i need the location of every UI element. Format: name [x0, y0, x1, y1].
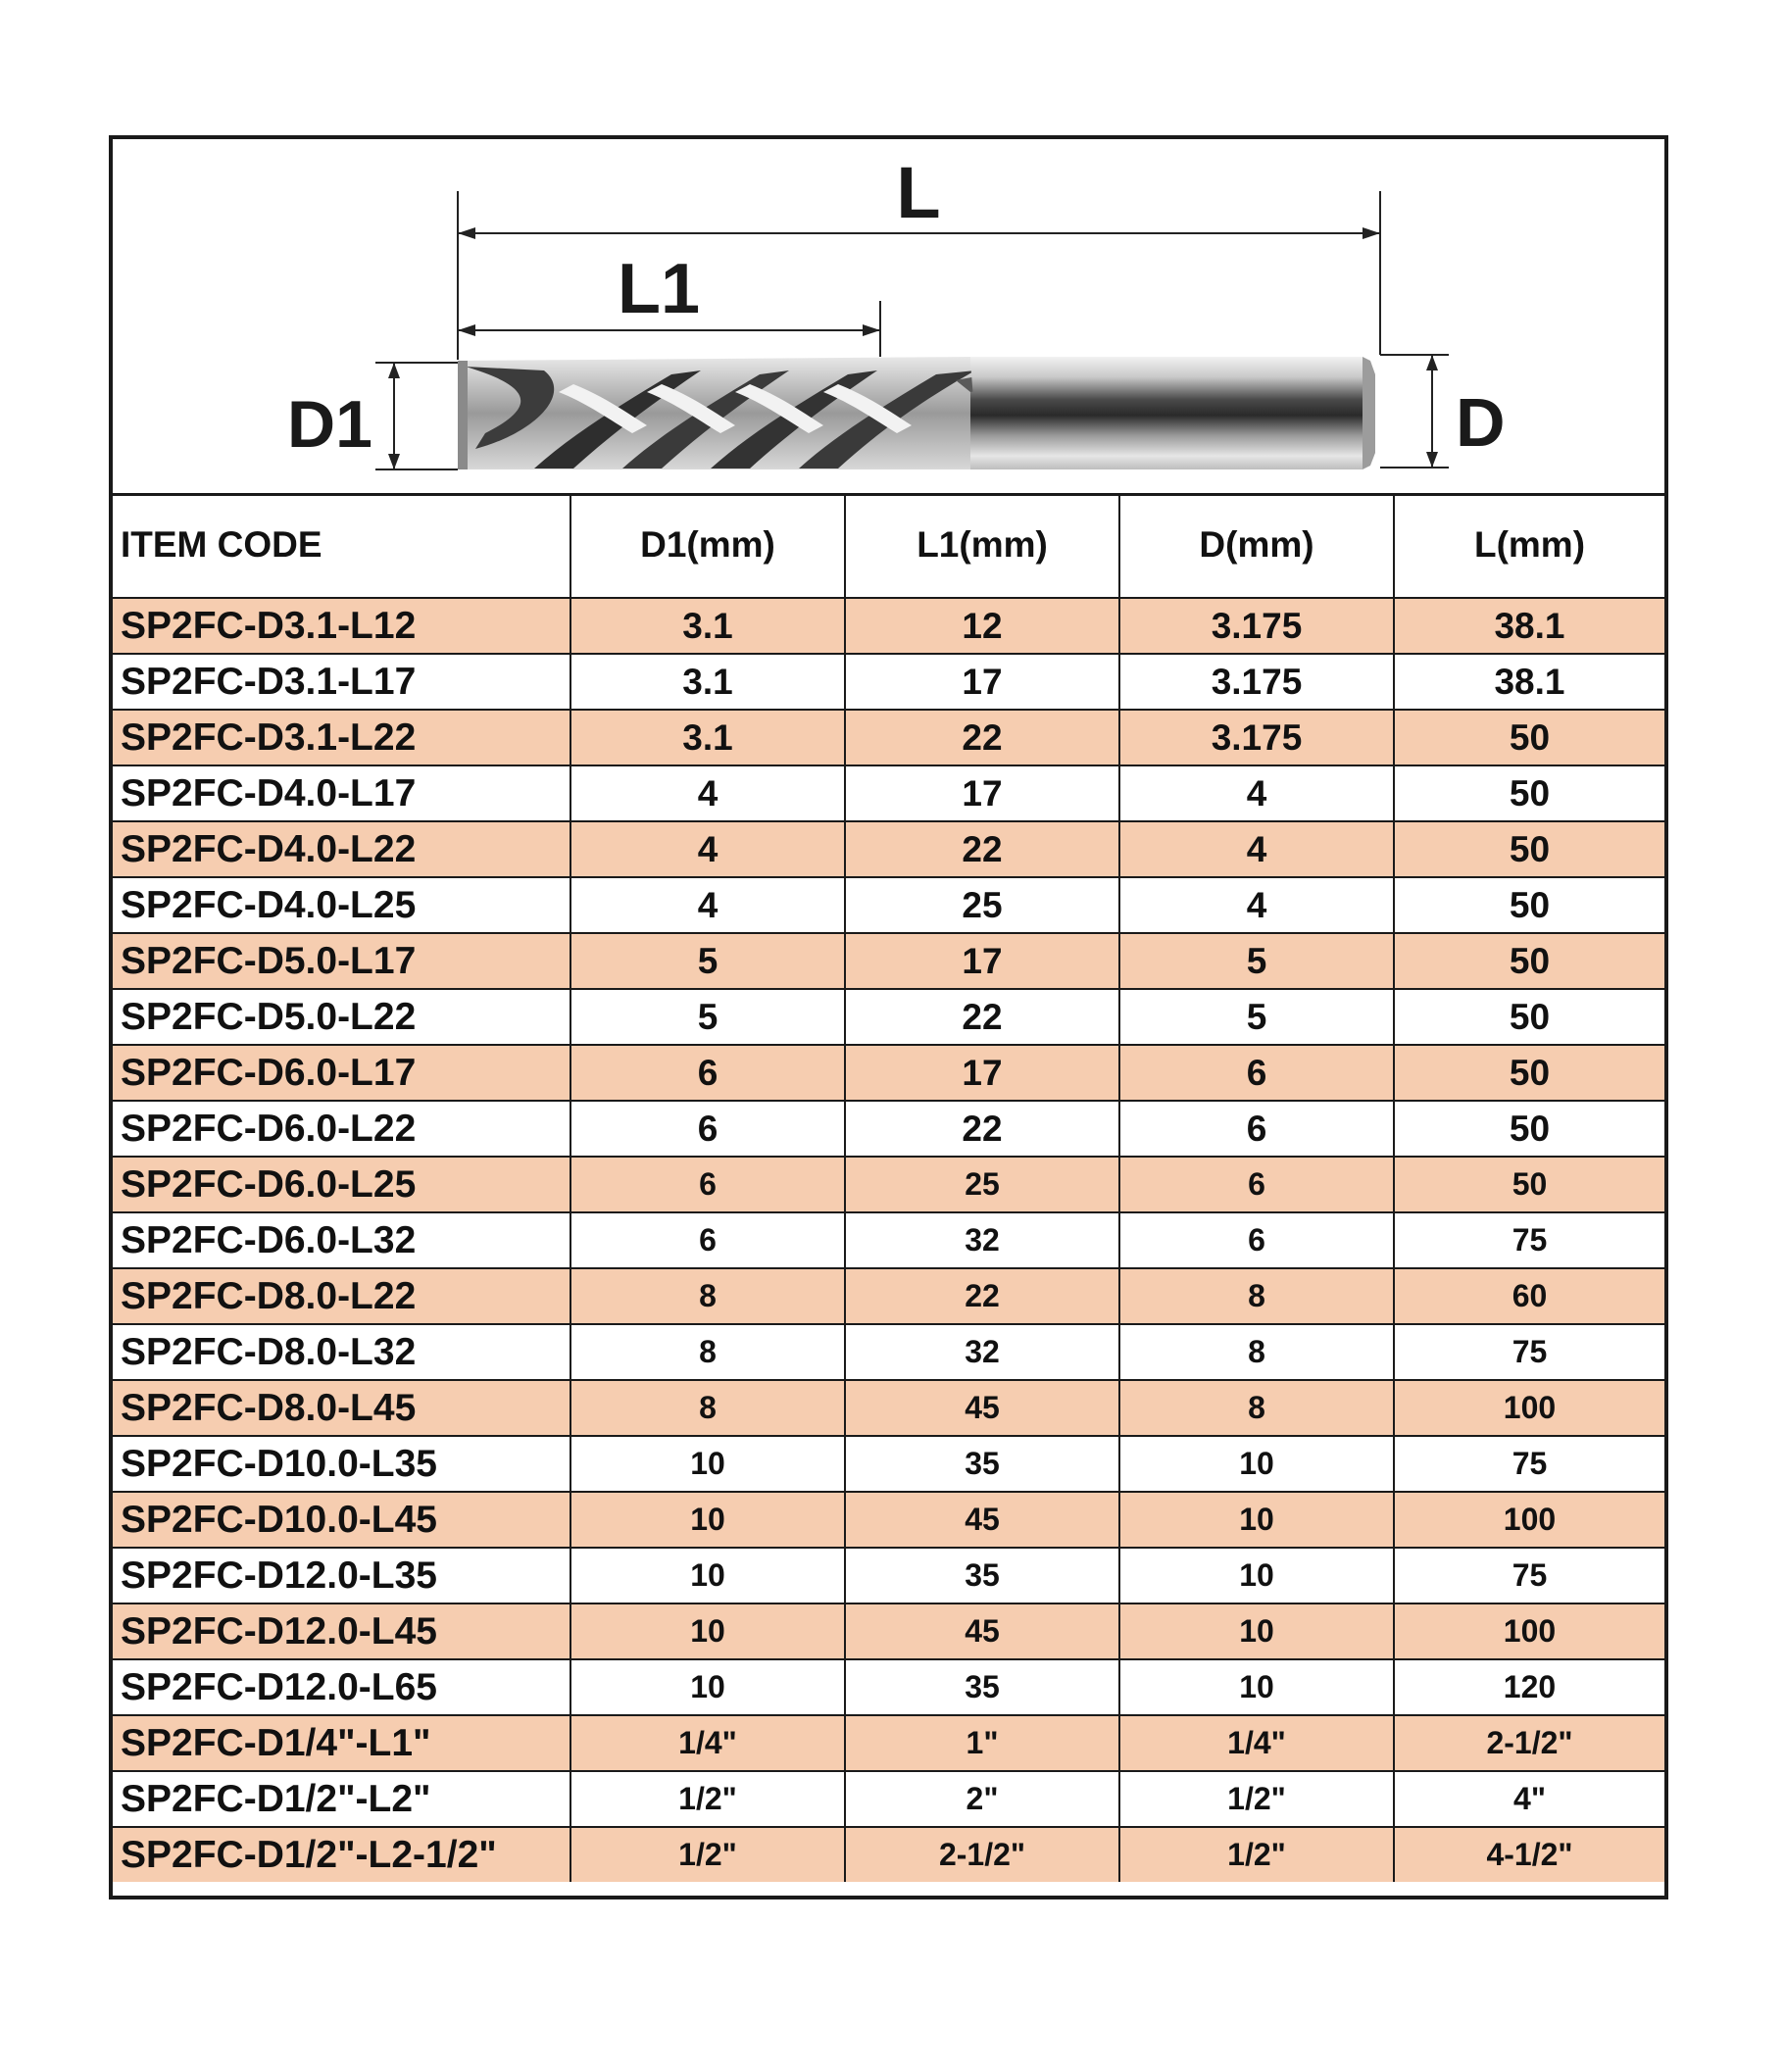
l1-cell: 32 — [845, 1212, 1119, 1268]
d-cell: 4 — [1119, 765, 1394, 821]
item-code-cell: SP2FC-D5.0-L17 — [113, 933, 570, 989]
l-cell: 50 — [1394, 821, 1664, 877]
l-cell: 2-1/2" — [1394, 1715, 1664, 1771]
end-mill-tool — [458, 357, 1375, 469]
d-cell: 3.175 — [1119, 654, 1394, 710]
l-cell: 50 — [1394, 1045, 1664, 1101]
d1-cell: 6 — [570, 1157, 845, 1212]
diameter-D-dimension — [1380, 355, 1506, 468]
l-cell: 75 — [1394, 1436, 1664, 1492]
item-code-cell: SP2FC-D10.0-L35 — [113, 1436, 570, 1492]
l1-cell: 17 — [845, 654, 1119, 710]
d1-cell: 10 — [570, 1548, 845, 1603]
table-row — [113, 877, 1664, 933]
table-row — [113, 1045, 1664, 1101]
item-code-cell: SP2FC-D4.0-L25 — [113, 877, 570, 933]
item-code-cell: SP2FC-D6.0-L32 — [113, 1212, 570, 1268]
l1-cell: 35 — [845, 1436, 1119, 1492]
l-cell: 50 — [1394, 989, 1664, 1045]
l-cell: 38.1 — [1394, 654, 1664, 710]
d1-cell: 3.1 — [570, 710, 845, 765]
d1-cell: 8 — [570, 1380, 845, 1436]
table-row — [113, 654, 1664, 710]
item-code-cell: SP2FC-D3.1-L22 — [113, 710, 570, 765]
d-cell: 5 — [1119, 989, 1394, 1045]
item-code-cell: SP2FC-D8.0-L32 — [113, 1324, 570, 1380]
table-row — [113, 1771, 1664, 1827]
l1-cell: 25 — [845, 1157, 1119, 1212]
d1-cell: 1/2" — [570, 1771, 845, 1827]
table-row — [113, 1324, 1664, 1380]
item-code-cell: SP2FC-D6.0-L25 — [113, 1157, 570, 1212]
l-cell: 75 — [1394, 1212, 1664, 1268]
table-row — [113, 1380, 1664, 1436]
l1-cell: 32 — [845, 1324, 1119, 1380]
d1-cell: 3.1 — [570, 598, 845, 654]
l1-cell: 17 — [845, 933, 1119, 989]
item-code-cell: SP2FC-D5.0-L22 — [113, 989, 570, 1045]
item-code-cell: SP2FC-D4.0-L22 — [113, 821, 570, 877]
d1-cell: 10 — [570, 1436, 845, 1492]
table-row — [113, 1436, 1664, 1492]
d1-cell: 10 — [570, 1659, 845, 1715]
item-code-cell: SP2FC-D3.1-L17 — [113, 654, 570, 710]
d1-cell: 3.1 — [570, 654, 845, 710]
l-cell: 50 — [1394, 1101, 1664, 1157]
tool-dimension-diagram — [113, 139, 1664, 496]
l1-cell: 22 — [845, 1101, 1119, 1157]
d-cell: 10 — [1119, 1659, 1394, 1715]
label-L: L — [896, 152, 941, 233]
item-code-cell: SP2FC-D8.0-L22 — [113, 1268, 570, 1324]
d-cell: 10 — [1119, 1603, 1394, 1659]
l-cell: 50 — [1394, 710, 1664, 765]
header-d1: D1(mm) — [570, 493, 845, 598]
d1-cell: 1/2" — [570, 1827, 845, 1882]
table-row — [113, 1827, 1664, 1882]
header-l1: L1(mm) — [845, 493, 1119, 598]
d-cell: 1/2" — [1119, 1771, 1394, 1827]
d1-cell: 4 — [570, 877, 845, 933]
item-code-cell: SP2FC-D4.0-L17 — [113, 765, 570, 821]
d1-cell: 5 — [570, 933, 845, 989]
table-row — [113, 1268, 1664, 1324]
l1-cell: 17 — [845, 765, 1119, 821]
d-cell: 1/4" — [1119, 1715, 1394, 1771]
l1-cell: 22 — [845, 821, 1119, 877]
l1-cell: 2-1/2" — [845, 1827, 1119, 1882]
l1-cell: 22 — [845, 1268, 1119, 1324]
l1-cell: 25 — [845, 877, 1119, 933]
d1-cell: 10 — [570, 1492, 845, 1548]
item-code-cell: SP2FC-D3.1-L12 — [113, 598, 570, 654]
l-cell: 50 — [1394, 1157, 1664, 1212]
d1-cell: 5 — [570, 989, 845, 1045]
l-cell: 50 — [1394, 765, 1664, 821]
item-code-cell: SP2FC-D12.0-L45 — [113, 1603, 570, 1659]
table-row — [113, 989, 1664, 1045]
l1-cell: 17 — [845, 1045, 1119, 1101]
table-row — [113, 765, 1664, 821]
l-cell: 38.1 — [1394, 598, 1664, 654]
d1-cell: 4 — [570, 821, 845, 877]
l-cell: 100 — [1394, 1603, 1664, 1659]
l1-cell: 45 — [845, 1603, 1119, 1659]
d1-cell: 8 — [570, 1268, 845, 1324]
label-D: D — [1456, 384, 1506, 461]
table-row — [113, 1548, 1664, 1603]
table-row — [113, 598, 1664, 654]
item-code-cell: SP2FC-D12.0-L35 — [113, 1548, 570, 1603]
item-code-cell: SP2FC-D1/2"-L2" — [113, 1771, 570, 1827]
d-cell: 8 — [1119, 1380, 1394, 1436]
d1-cell: 6 — [570, 1212, 845, 1268]
d-cell: 3.175 — [1119, 710, 1394, 765]
d-cell: 8 — [1119, 1324, 1394, 1380]
table-row — [113, 1603, 1664, 1659]
header-d: D(mm) — [1119, 493, 1394, 598]
item-code-cell: SP2FC-D12.0-L65 — [113, 1659, 570, 1715]
spec-table-body — [113, 598, 1664, 1882]
end-mill-drawing — [113, 139, 1664, 496]
table-row — [113, 1157, 1664, 1212]
d-cell: 5 — [1119, 933, 1394, 989]
item-code-cell: SP2FC-D1/2"-L2-1/2" — [113, 1827, 570, 1882]
table-row — [113, 933, 1664, 989]
d-cell: 8 — [1119, 1268, 1394, 1324]
l1-cell: 45 — [845, 1492, 1119, 1548]
table-row — [113, 821, 1664, 877]
d-cell: 10 — [1119, 1492, 1394, 1548]
length-L1-dimension — [458, 250, 880, 357]
d-cell: 4 — [1119, 877, 1394, 933]
length-L-dimension — [458, 152, 1380, 360]
header-row — [113, 493, 1664, 598]
header-item-code: ITEM CODE — [113, 493, 570, 598]
d-cell: 6 — [1119, 1045, 1394, 1101]
l-cell: 60 — [1394, 1268, 1664, 1324]
l-cell: 75 — [1394, 1548, 1664, 1603]
item-code-cell: SP2FC-D6.0-L22 — [113, 1101, 570, 1157]
table-row — [113, 1659, 1664, 1715]
header-l: L(mm) — [1394, 493, 1664, 598]
d1-cell: 4 — [570, 765, 845, 821]
l-cell: 4-1/2" — [1394, 1827, 1664, 1882]
label-D1: D1 — [287, 387, 372, 462]
l-cell: 50 — [1394, 933, 1664, 989]
d-cell: 4 — [1119, 821, 1394, 877]
l1-cell: 35 — [845, 1659, 1119, 1715]
l1-cell: 2" — [845, 1771, 1119, 1827]
d-cell: 1/2" — [1119, 1827, 1394, 1882]
item-code-cell: SP2FC-D6.0-L17 — [113, 1045, 570, 1101]
d1-cell: 1/4" — [570, 1715, 845, 1771]
table-row — [113, 710, 1664, 765]
d-cell: 6 — [1119, 1157, 1394, 1212]
table-row — [113, 1101, 1664, 1157]
l-cell: 75 — [1394, 1324, 1664, 1380]
spec-sheet — [109, 135, 1668, 1899]
l1-cell: 1" — [845, 1715, 1119, 1771]
d-cell: 10 — [1119, 1548, 1394, 1603]
d-cell: 3.175 — [1119, 598, 1394, 654]
l1-cell: 22 — [845, 710, 1119, 765]
d-cell: 6 — [1119, 1101, 1394, 1157]
item-code-cell: SP2FC-D10.0-L45 — [113, 1492, 570, 1548]
l-cell: 100 — [1394, 1492, 1664, 1548]
d1-cell: 6 — [570, 1045, 845, 1101]
table-row — [113, 1715, 1664, 1771]
d1-cell: 8 — [570, 1324, 845, 1380]
l1-cell: 45 — [845, 1380, 1119, 1436]
l1-cell: 35 — [845, 1548, 1119, 1603]
l-cell: 50 — [1394, 877, 1664, 933]
diameter-D1-dimension — [287, 363, 458, 469]
spec-table — [113, 493, 1664, 1882]
d-cell: 10 — [1119, 1436, 1394, 1492]
item-code-cell: SP2FC-D8.0-L45 — [113, 1380, 570, 1436]
d-cell: 6 — [1119, 1212, 1394, 1268]
d1-cell: 10 — [570, 1603, 845, 1659]
label-L1: L1 — [617, 250, 701, 328]
l-cell: 100 — [1394, 1380, 1664, 1436]
l1-cell: 12 — [845, 598, 1119, 654]
l1-cell: 22 — [845, 989, 1119, 1045]
table-row — [113, 1212, 1664, 1268]
l-cell: 120 — [1394, 1659, 1664, 1715]
d1-cell: 6 — [570, 1101, 845, 1157]
item-code-cell: SP2FC-D1/4"-L1" — [113, 1715, 570, 1771]
l-cell: 4" — [1394, 1771, 1664, 1827]
table-row — [113, 1492, 1664, 1548]
